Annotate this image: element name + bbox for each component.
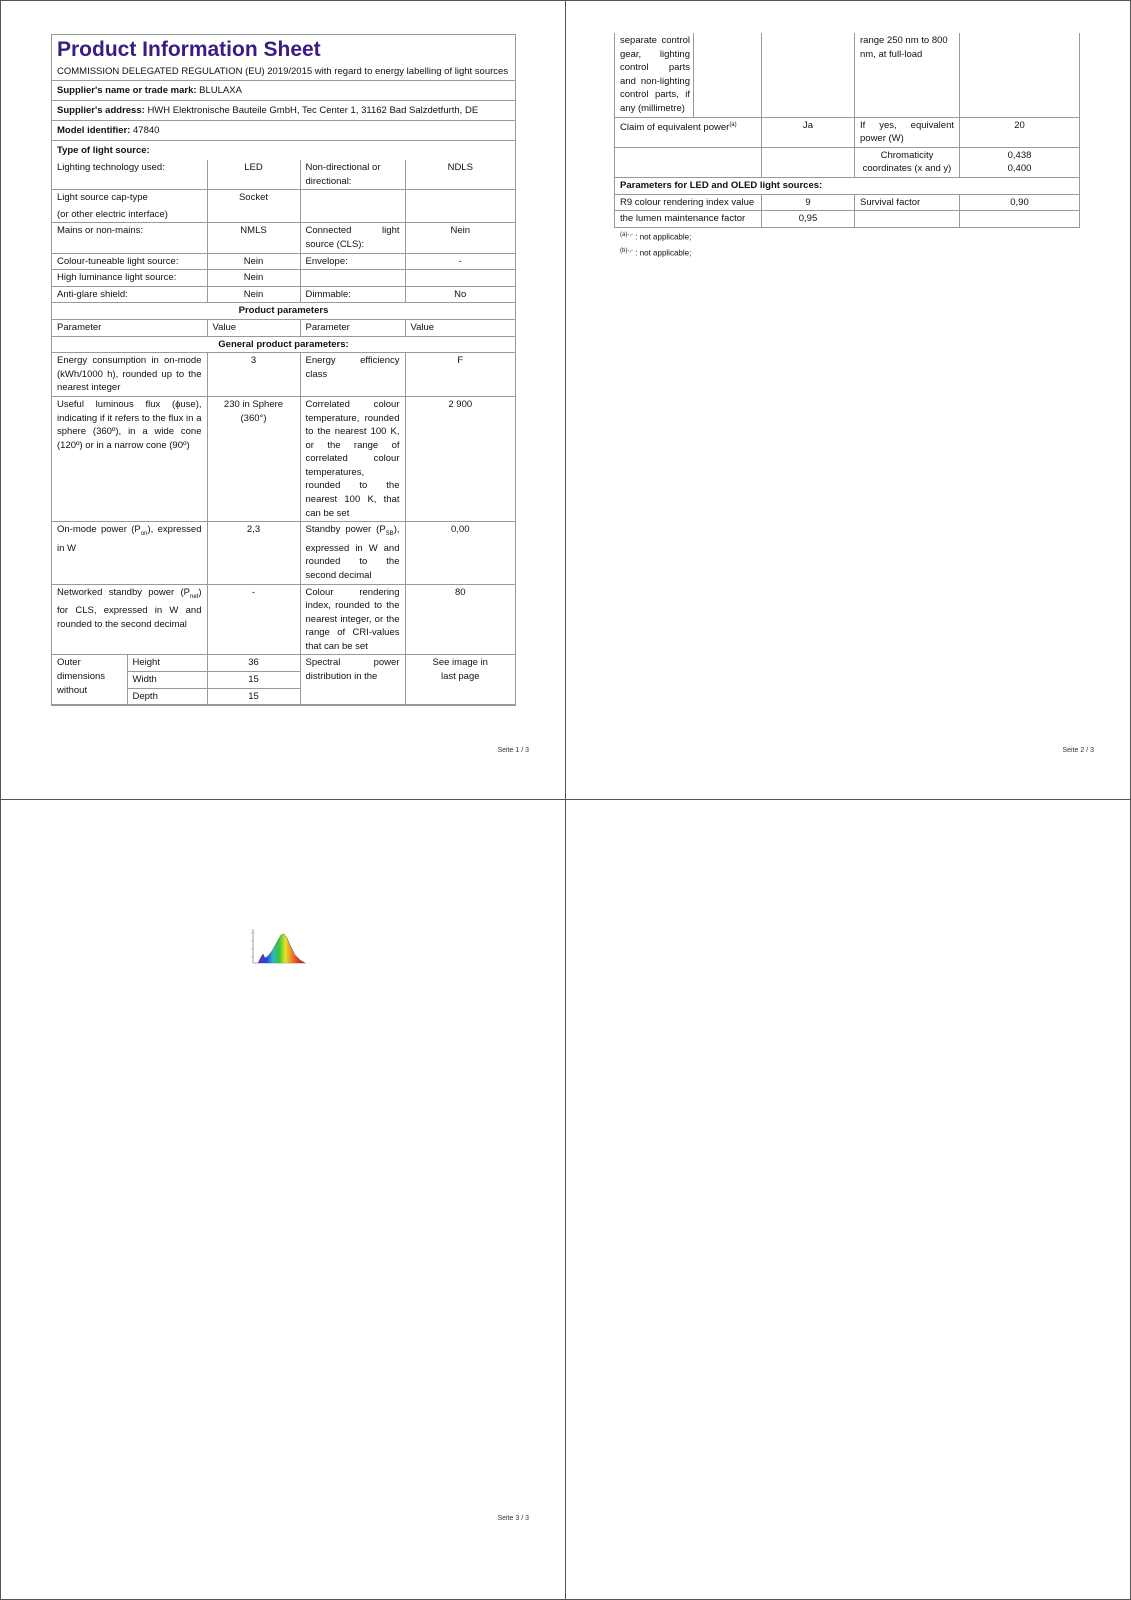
page-number: Seite 1 / 3 bbox=[497, 747, 529, 754]
survival-factor-label: Survival factor bbox=[855, 194, 960, 211]
model-identifier-value: 47840 bbox=[133, 125, 160, 136]
label-part: ), expressed in W and rounded to the second decimal bbox=[305, 524, 400, 581]
cell-value: Socket bbox=[207, 190, 300, 223]
r9-value: 9 bbox=[762, 194, 855, 211]
cell-value: Nein bbox=[405, 223, 515, 253]
spectral-power-label: Spectral power distribution in the bbox=[300, 655, 405, 704]
table-row bbox=[615, 147, 1080, 177]
cell-label: Non-directional or directional: bbox=[300, 160, 405, 190]
table-row bbox=[52, 396, 515, 521]
cell-empty bbox=[405, 190, 515, 223]
page-1 bbox=[0, 0, 566, 800]
label-subscript: SB bbox=[385, 531, 394, 538]
cell-label: Mains or non-mains: bbox=[52, 223, 207, 253]
cell-value: - bbox=[405, 253, 515, 270]
table-row bbox=[615, 211, 1080, 228]
label-part: ), expressed in W bbox=[57, 524, 202, 554]
width-value: 15 bbox=[207, 672, 300, 689]
cell-label bbox=[300, 522, 405, 584]
cell-label bbox=[52, 190, 207, 223]
table-row bbox=[52, 253, 515, 270]
cell-empty bbox=[762, 33, 855, 117]
table-row bbox=[52, 655, 515, 671]
table-row bbox=[615, 33, 1080, 117]
chromaticity-value bbox=[960, 147, 1080, 177]
footnote-b bbox=[614, 244, 1080, 261]
cell-label bbox=[52, 522, 207, 584]
lumen-maintenance-label: the lumen maintenance factor bbox=[615, 211, 762, 228]
cell-label: Colour rendering index, rounded to the nearest integer, or the range of CRI-values that can be set bbox=[300, 584, 405, 655]
cell-empty bbox=[960, 211, 1080, 228]
product-information-sheet-continued bbox=[614, 33, 1080, 261]
cell-label: Anti-glare shield: bbox=[52, 286, 207, 303]
depth-value: 15 bbox=[207, 688, 300, 705]
cell-empty bbox=[855, 211, 960, 228]
cell-label: Energy consumption in on-mode (kWh/1000 h), rounded up to the nearest integer bbox=[52, 353, 207, 397]
label-part: Standby power (P bbox=[305, 524, 386, 536]
cell-empty bbox=[405, 270, 515, 287]
led-parameters-heading: Parameters for LED and OLED light sources: bbox=[615, 177, 1080, 194]
page-number: Seite 2 / 3 bbox=[1062, 747, 1094, 754]
table-row bbox=[52, 584, 515, 655]
cell-label: Colour-tuneable light source: bbox=[52, 253, 207, 270]
product-information-sheet bbox=[51, 34, 516, 706]
cell-value: Nein bbox=[207, 286, 300, 303]
dimensions-table bbox=[52, 655, 515, 705]
column-header-parameter: Parameter bbox=[52, 319, 207, 336]
light-source-table bbox=[52, 160, 515, 655]
cap-type-sublabel: (or other electric interface) bbox=[57, 208, 168, 220]
table-row bbox=[52, 223, 515, 253]
label-part: Networked standby power (P bbox=[57, 586, 190, 598]
table-row bbox=[52, 336, 515, 353]
regulation-subtitle: COMMISSION DELEGATED REGULATION (EU) 2019/2015 with regard to energy labelling of light sources bbox=[57, 66, 509, 77]
height-label: Height bbox=[127, 655, 207, 671]
dimensions-continued-label: separate control gear, lighting control parts and non-lighting control parts, if any (millimetre) bbox=[615, 33, 694, 117]
cell-label bbox=[615, 117, 762, 147]
cell-value: 2 900 bbox=[405, 396, 515, 521]
table-row bbox=[615, 177, 1080, 194]
table-row bbox=[52, 160, 515, 190]
cell-value: 0,00 bbox=[405, 522, 515, 584]
page-4-blank bbox=[565, 799, 1131, 1600]
cell-value: Nein bbox=[207, 270, 300, 287]
title-block bbox=[52, 35, 515, 81]
cell-empty bbox=[300, 190, 405, 223]
table-row bbox=[52, 522, 515, 584]
cap-type-label: Light source cap-type bbox=[57, 192, 148, 204]
type-of-light-source-heading: Type of light source: bbox=[57, 145, 150, 156]
table-header-row bbox=[52, 319, 515, 336]
height-value: 36 bbox=[207, 655, 300, 671]
page-3 bbox=[0, 799, 566, 1600]
footnote-marker: (a) bbox=[729, 121, 737, 128]
label-subscript: on bbox=[140, 531, 148, 538]
column-header-value: Value bbox=[207, 319, 300, 336]
model-identifier-label: Model identifier: bbox=[57, 125, 131, 136]
cell-value: - bbox=[207, 584, 300, 655]
footnote-marker: (a) bbox=[620, 231, 628, 238]
outer-dimensions-label: Outer dimensions without bbox=[52, 655, 127, 704]
depth-label: Depth bbox=[127, 688, 207, 705]
table-row bbox=[615, 117, 1080, 147]
chromaticity-y: 0,400 bbox=[1007, 163, 1032, 175]
supplier-address-label: Supplier's address: bbox=[57, 105, 145, 116]
spectral-power-distribution-image bbox=[248, 923, 310, 967]
supplier-address-value: HWH Elektronische Bauteile GmbH, Tec Center 1, 31162 Bad Salzdetfurth, DE bbox=[147, 105, 479, 116]
claim-value: Ja bbox=[762, 117, 855, 147]
lumen-maintenance-value: 0,95 bbox=[762, 211, 855, 228]
footnote-marker: (b) bbox=[620, 248, 628, 255]
table-row bbox=[52, 270, 515, 287]
label-part: ) for CLS, expressed in W and rounded to the second decimal bbox=[57, 586, 202, 630]
cell-label: Lighting technology used: bbox=[52, 160, 207, 190]
page-number: Seite 3 / 3 bbox=[497, 1515, 529, 1522]
cell-value: F bbox=[405, 353, 515, 397]
cell-value: Nein bbox=[207, 253, 300, 270]
cell-empty bbox=[694, 33, 762, 117]
supplier-name-row bbox=[52, 81, 515, 101]
chromaticity-label: Chromaticity coordinates (x and y) bbox=[855, 147, 960, 177]
column-header-value: Value bbox=[405, 319, 515, 336]
table-row bbox=[52, 303, 515, 320]
cell-value: 2,3 bbox=[207, 522, 300, 584]
footnote-text: : not applicable; bbox=[635, 249, 692, 259]
claim-label: Claim of equivalent power bbox=[620, 121, 730, 133]
equivalent-power-label: If yes, equivalent power (W) bbox=[855, 117, 960, 147]
cell-label: High luminance light source: bbox=[52, 270, 207, 287]
product-parameters-heading: Product parameters bbox=[52, 303, 515, 320]
table-row bbox=[52, 353, 515, 397]
equivalent-power-value: 20 bbox=[960, 117, 1080, 147]
r9-label: R9 colour rendering index value bbox=[615, 194, 762, 211]
cell-value: No bbox=[405, 286, 515, 303]
table-row bbox=[52, 190, 515, 223]
footnote-placeholder: -,- bbox=[627, 248, 634, 255]
width-label: Width bbox=[127, 672, 207, 689]
model-identifier-row bbox=[52, 121, 515, 141]
cell-empty bbox=[762, 147, 855, 177]
survival-factor-value: 0,90 bbox=[960, 194, 1080, 211]
general-parameters-heading: General product parameters: bbox=[52, 336, 515, 353]
label-part: On-mode power (P bbox=[57, 524, 141, 536]
footnote-text: : not applicable; bbox=[635, 232, 692, 242]
cell-label: Connected light source (CLS): bbox=[300, 223, 405, 253]
cell-label: Envelope: bbox=[300, 253, 405, 270]
cell-label: Useful luminous flux (ɸuse), indicating if it refers to the flux in a sphere (360º), in a wide cone (120º) or in a narrow cone (90º) bbox=[52, 396, 207, 521]
cell-label: Dimmable: bbox=[300, 286, 405, 303]
supplier-address-row bbox=[52, 101, 515, 121]
cell-value: NMLS bbox=[207, 223, 300, 253]
cell-empty bbox=[615, 147, 762, 177]
table-row bbox=[615, 194, 1080, 211]
label-subscript: net bbox=[189, 593, 199, 600]
cell-value: NDLS bbox=[405, 160, 515, 190]
spectral-range-label: range 250 nm to 800 nm, at full-load bbox=[855, 33, 960, 117]
cell-value: 230 in Sphere (360°) bbox=[207, 396, 300, 521]
cell-empty bbox=[300, 270, 405, 287]
cell-label: Energy efficiency class bbox=[300, 353, 405, 397]
page-title: Product Information Sheet bbox=[57, 38, 321, 61]
supplier-name-value: BLULAXA bbox=[199, 85, 242, 96]
footnote-placeholder: -,- bbox=[627, 231, 634, 238]
type-heading-row bbox=[52, 141, 515, 160]
column-header-parameter: Parameter bbox=[300, 319, 405, 336]
table-row bbox=[52, 286, 515, 303]
cell-empty bbox=[960, 33, 1080, 117]
spectral-power-value: See image in last page bbox=[405, 655, 515, 704]
chromaticity-x: 0,438 bbox=[1007, 149, 1032, 161]
supplier-name-label: Supplier's name or trade mark: bbox=[57, 85, 197, 96]
continued-parameters-table bbox=[614, 33, 1080, 228]
cell-value: 3 bbox=[207, 353, 300, 397]
cell-label bbox=[52, 584, 207, 655]
cell-value: 80 bbox=[405, 584, 515, 655]
cell-label: Correlated colour temperature, rounded to the nearest 100 K, or the range of correlated colour temperatures, rounded to the nearest 100 K, that can be set bbox=[300, 396, 405, 521]
cell-value: LED bbox=[207, 160, 300, 190]
footnote-a bbox=[614, 228, 1080, 245]
